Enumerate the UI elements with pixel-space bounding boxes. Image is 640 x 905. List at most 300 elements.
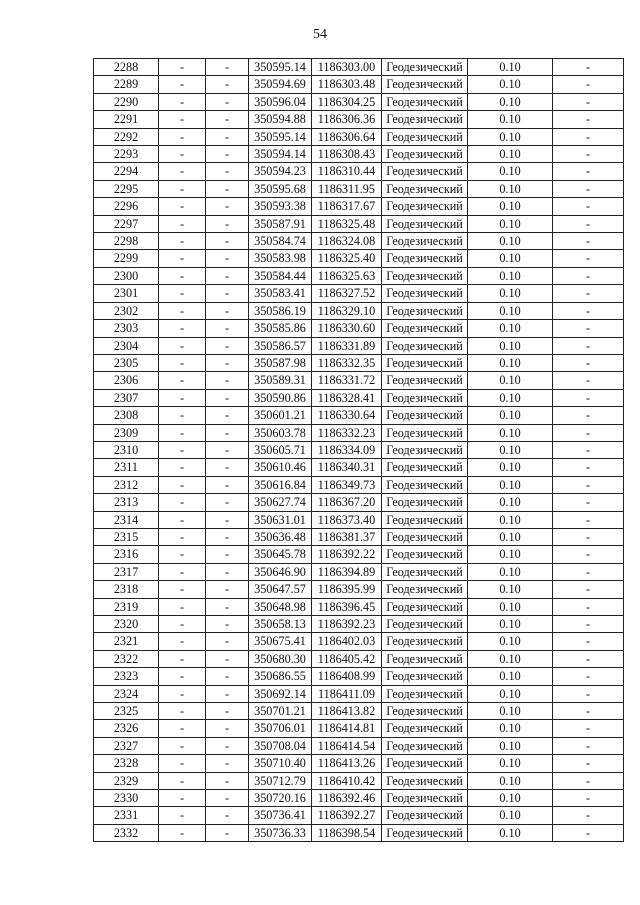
point-number-cell: 2329 xyxy=(94,772,159,789)
table-row xyxy=(94,511,624,528)
y-coordinate-cell: 1186413.82 xyxy=(312,703,382,720)
x-coordinate-cell: 350603.78 xyxy=(249,424,312,441)
dash-cell-b: - xyxy=(206,372,249,389)
table-row xyxy=(94,703,624,720)
y-coordinate-cell: 1186310.44 xyxy=(312,163,382,180)
dash-cell-a: - xyxy=(159,668,206,685)
table-row xyxy=(94,93,624,110)
accuracy-cell: 0.10 xyxy=(468,703,553,720)
method-cell: Геодезический xyxy=(382,163,468,180)
accuracy-cell: 0.10 xyxy=(468,563,553,580)
dash-cell-a: - xyxy=(159,685,206,702)
dash-cell-c: - xyxy=(553,215,624,232)
y-coordinate-cell: 1186325.63 xyxy=(312,267,382,284)
y-coordinate-cell: 1186317.67 xyxy=(312,198,382,215)
point-number-cell: 2292 xyxy=(94,128,159,145)
accuracy-cell: 0.10 xyxy=(468,146,553,163)
method-cell: Геодезический xyxy=(382,755,468,772)
x-coordinate-cell: 350583.98 xyxy=(249,250,312,267)
x-coordinate-cell: 350686.55 xyxy=(249,668,312,685)
table-row xyxy=(94,146,624,163)
x-coordinate-cell: 350589.31 xyxy=(249,372,312,389)
dash-cell-c: - xyxy=(553,772,624,789)
dash-cell-c: - xyxy=(553,476,624,493)
x-coordinate-cell: 350706.01 xyxy=(249,720,312,737)
method-cell: Геодезический xyxy=(382,354,468,371)
dash-cell-a: - xyxy=(159,790,206,807)
dash-cell-c: - xyxy=(553,250,624,267)
point-number-cell: 2322 xyxy=(94,650,159,667)
dash-cell-c: - xyxy=(553,180,624,197)
dash-cell-b: - xyxy=(206,790,249,807)
dash-cell-c: - xyxy=(553,755,624,772)
dash-cell-c: - xyxy=(553,441,624,458)
dash-cell-c: - xyxy=(553,824,624,841)
method-cell: Геодезический xyxy=(382,616,468,633)
y-coordinate-cell: 1186396.45 xyxy=(312,598,382,615)
dash-cell-b: - xyxy=(206,93,249,110)
dash-cell-a: - xyxy=(159,407,206,424)
point-number-cell: 2302 xyxy=(94,302,159,319)
accuracy-cell: 0.10 xyxy=(468,250,553,267)
table-row xyxy=(94,198,624,215)
table-row xyxy=(94,720,624,737)
y-coordinate-cell: 1186395.99 xyxy=(312,581,382,598)
dash-cell-c: - xyxy=(553,737,624,754)
dash-cell-a: - xyxy=(159,111,206,128)
x-coordinate-cell: 350601.21 xyxy=(249,407,312,424)
dash-cell-c: - xyxy=(553,146,624,163)
method-cell: Геодезический xyxy=(382,737,468,754)
y-coordinate-cell: 1186329.10 xyxy=(312,302,382,319)
y-coordinate-cell: 1186331.89 xyxy=(312,337,382,354)
coordinates-table xyxy=(93,58,624,842)
dash-cell-c: - xyxy=(553,111,624,128)
dash-cell-a: - xyxy=(159,494,206,511)
dash-cell-c: - xyxy=(553,511,624,528)
dash-cell-b: - xyxy=(206,703,249,720)
table-row xyxy=(94,424,624,441)
dash-cell-b: - xyxy=(206,407,249,424)
dash-cell-a: - xyxy=(159,59,206,76)
dash-cell-b: - xyxy=(206,720,249,737)
accuracy-cell: 0.10 xyxy=(468,494,553,511)
dash-cell-c: - xyxy=(553,285,624,302)
x-coordinate-cell: 350616.84 xyxy=(249,476,312,493)
dash-cell-a: - xyxy=(159,320,206,337)
dash-cell-c: - xyxy=(553,198,624,215)
accuracy-cell: 0.10 xyxy=(468,511,553,528)
method-cell: Геодезический xyxy=(382,441,468,458)
dash-cell-a: - xyxy=(159,250,206,267)
method-cell: Геодезический xyxy=(382,511,468,528)
dash-cell-b: - xyxy=(206,528,249,545)
table-row xyxy=(94,581,624,598)
dash-cell-c: - xyxy=(553,267,624,284)
point-number-cell: 2323 xyxy=(94,668,159,685)
x-coordinate-cell: 350692.14 xyxy=(249,685,312,702)
table-row xyxy=(94,285,624,302)
accuracy-cell: 0.10 xyxy=(468,76,553,93)
y-coordinate-cell: 1186325.40 xyxy=(312,250,382,267)
dash-cell-a: - xyxy=(159,737,206,754)
dash-cell-a: - xyxy=(159,93,206,110)
accuracy-cell: 0.10 xyxy=(468,650,553,667)
accuracy-cell: 0.10 xyxy=(468,737,553,754)
y-coordinate-cell: 1186311.95 xyxy=(312,180,382,197)
dash-cell-c: - xyxy=(553,337,624,354)
dash-cell-a: - xyxy=(159,720,206,737)
dash-cell-a: - xyxy=(159,302,206,319)
accuracy-cell: 0.10 xyxy=(468,372,553,389)
x-coordinate-cell: 350590.86 xyxy=(249,389,312,406)
dash-cell-a: - xyxy=(159,424,206,441)
point-number-cell: 2326 xyxy=(94,720,159,737)
accuracy-cell: 0.10 xyxy=(468,581,553,598)
method-cell: Геодезический xyxy=(382,494,468,511)
table-row xyxy=(94,407,624,424)
x-coordinate-cell: 350594.23 xyxy=(249,163,312,180)
accuracy-cell: 0.10 xyxy=(468,128,553,145)
table-row xyxy=(94,302,624,319)
method-cell: Геодезический xyxy=(382,598,468,615)
dash-cell-c: - xyxy=(553,424,624,441)
dash-cell-a: - xyxy=(159,337,206,354)
dash-cell-b: - xyxy=(206,650,249,667)
method-cell: Геодезический xyxy=(382,146,468,163)
dash-cell-a: - xyxy=(159,76,206,93)
y-coordinate-cell: 1186414.54 xyxy=(312,737,382,754)
point-number-cell: 2303 xyxy=(94,320,159,337)
accuracy-cell: 0.10 xyxy=(468,824,553,841)
table-row xyxy=(94,616,624,633)
dash-cell-a: - xyxy=(159,772,206,789)
table-row xyxy=(94,320,624,337)
method-cell: Геодезический xyxy=(382,581,468,598)
dash-cell-c: - xyxy=(553,459,624,476)
dash-cell-a: - xyxy=(159,616,206,633)
method-cell: Геодезический xyxy=(382,93,468,110)
method-cell: Геодезический xyxy=(382,650,468,667)
method-cell: Геодезический xyxy=(382,703,468,720)
point-number-cell: 2309 xyxy=(94,424,159,441)
dash-cell-b: - xyxy=(206,668,249,685)
method-cell: Геодезический xyxy=(382,424,468,441)
y-coordinate-cell: 1186381.37 xyxy=(312,528,382,545)
table-row xyxy=(94,737,624,754)
dash-cell-c: - xyxy=(553,93,624,110)
point-number-cell: 2332 xyxy=(94,824,159,841)
table-row xyxy=(94,824,624,841)
accuracy-cell: 0.10 xyxy=(468,267,553,284)
point-number-cell: 2288 xyxy=(94,59,159,76)
dash-cell-b: - xyxy=(206,146,249,163)
y-coordinate-cell: 1186349.73 xyxy=(312,476,382,493)
dash-cell-b: - xyxy=(206,215,249,232)
dash-cell-a: - xyxy=(159,180,206,197)
accuracy-cell: 0.10 xyxy=(468,616,553,633)
x-coordinate-cell: 350736.41 xyxy=(249,807,312,824)
dash-cell-b: - xyxy=(206,250,249,267)
dash-cell-a: - xyxy=(159,372,206,389)
x-coordinate-cell: 350636.48 xyxy=(249,528,312,545)
point-number-cell: 2304 xyxy=(94,337,159,354)
dash-cell-a: - xyxy=(159,215,206,232)
table-row xyxy=(94,389,624,406)
dash-cell-b: - xyxy=(206,180,249,197)
dash-cell-b: - xyxy=(206,494,249,511)
x-coordinate-cell: 350587.98 xyxy=(249,354,312,371)
dash-cell-a: - xyxy=(159,198,206,215)
dash-cell-b: - xyxy=(206,616,249,633)
point-number-cell: 2294 xyxy=(94,163,159,180)
point-number-cell: 2298 xyxy=(94,233,159,250)
point-number-cell: 2290 xyxy=(94,93,159,110)
x-coordinate-cell: 350720.16 xyxy=(249,790,312,807)
dash-cell-b: - xyxy=(206,320,249,337)
dash-cell-b: - xyxy=(206,441,249,458)
y-coordinate-cell: 1186392.46 xyxy=(312,790,382,807)
y-coordinate-cell: 1186325.48 xyxy=(312,215,382,232)
dash-cell-c: - xyxy=(553,76,624,93)
dash-cell-b: - xyxy=(206,633,249,650)
dash-cell-a: - xyxy=(159,598,206,615)
method-cell: Геодезический xyxy=(382,563,468,580)
x-coordinate-cell: 350736.33 xyxy=(249,824,312,841)
accuracy-cell: 0.10 xyxy=(468,772,553,789)
point-number-cell: 2306 xyxy=(94,372,159,389)
dash-cell-a: - xyxy=(159,459,206,476)
dash-cell-a: - xyxy=(159,389,206,406)
method-cell: Геодезический xyxy=(382,198,468,215)
dash-cell-c: - xyxy=(553,720,624,737)
dash-cell-a: - xyxy=(159,633,206,650)
accuracy-cell: 0.10 xyxy=(468,163,553,180)
y-coordinate-cell: 1186414.81 xyxy=(312,720,382,737)
table-row xyxy=(94,459,624,476)
x-coordinate-cell: 350631.01 xyxy=(249,511,312,528)
dash-cell-b: - xyxy=(206,424,249,441)
method-cell: Геодезический xyxy=(382,302,468,319)
table-row xyxy=(94,546,624,563)
method-cell: Геодезический xyxy=(382,528,468,545)
table-row xyxy=(94,267,624,284)
point-number-cell: 2311 xyxy=(94,459,159,476)
x-coordinate-cell: 350586.19 xyxy=(249,302,312,319)
dash-cell-c: - xyxy=(553,302,624,319)
accuracy-cell: 0.10 xyxy=(468,215,553,232)
accuracy-cell: 0.10 xyxy=(468,598,553,615)
method-cell: Геодезический xyxy=(382,233,468,250)
point-number-cell: 2317 xyxy=(94,563,159,580)
accuracy-cell: 0.10 xyxy=(468,302,553,319)
dash-cell-a: - xyxy=(159,233,206,250)
dash-cell-b: - xyxy=(206,354,249,371)
dash-cell-c: - xyxy=(553,528,624,545)
point-number-cell: 2313 xyxy=(94,494,159,511)
method-cell: Геодезический xyxy=(382,807,468,824)
point-number-cell: 2320 xyxy=(94,616,159,633)
table-row xyxy=(94,563,624,580)
y-coordinate-cell: 1186411.09 xyxy=(312,685,382,702)
dash-cell-a: - xyxy=(159,563,206,580)
y-coordinate-cell: 1186413.26 xyxy=(312,755,382,772)
method-cell: Геодезический xyxy=(382,372,468,389)
y-coordinate-cell: 1186308.43 xyxy=(312,146,382,163)
accuracy-cell: 0.10 xyxy=(468,668,553,685)
point-number-cell: 2291 xyxy=(94,111,159,128)
dash-cell-c: - xyxy=(553,163,624,180)
method-cell: Геодезический xyxy=(382,459,468,476)
dash-cell-a: - xyxy=(159,581,206,598)
dash-cell-b: - xyxy=(206,337,249,354)
table-row xyxy=(94,59,624,76)
y-coordinate-cell: 1186306.64 xyxy=(312,128,382,145)
dash-cell-c: - xyxy=(553,407,624,424)
dash-cell-b: - xyxy=(206,198,249,215)
table-row xyxy=(94,250,624,267)
y-coordinate-cell: 1186331.72 xyxy=(312,372,382,389)
dash-cell-c: - xyxy=(553,685,624,702)
method-cell: Геодезический xyxy=(382,790,468,807)
table-row xyxy=(94,163,624,180)
dash-cell-c: - xyxy=(553,233,624,250)
dash-cell-b: - xyxy=(206,76,249,93)
y-coordinate-cell: 1186332.23 xyxy=(312,424,382,441)
method-cell: Геодезический xyxy=(382,546,468,563)
point-number-cell: 2328 xyxy=(94,755,159,772)
x-coordinate-cell: 350595.68 xyxy=(249,180,312,197)
x-coordinate-cell: 350594.69 xyxy=(249,76,312,93)
dash-cell-c: - xyxy=(553,320,624,337)
dash-cell-a: - xyxy=(159,128,206,145)
table-row xyxy=(94,180,624,197)
method-cell: Геодезический xyxy=(382,772,468,789)
point-number-cell: 2325 xyxy=(94,703,159,720)
dash-cell-c: - xyxy=(553,790,624,807)
method-cell: Геодезический xyxy=(382,111,468,128)
x-coordinate-cell: 350587.91 xyxy=(249,215,312,232)
x-coordinate-cell: 350596.04 xyxy=(249,93,312,110)
dash-cell-c: - xyxy=(553,598,624,615)
method-cell: Геодезический xyxy=(382,285,468,302)
accuracy-cell: 0.10 xyxy=(468,389,553,406)
x-coordinate-cell: 350701.21 xyxy=(249,703,312,720)
accuracy-cell: 0.10 xyxy=(468,790,553,807)
dash-cell-b: - xyxy=(206,267,249,284)
dash-cell-c: - xyxy=(553,703,624,720)
x-coordinate-cell: 350595.14 xyxy=(249,59,312,76)
table-row xyxy=(94,372,624,389)
y-coordinate-cell: 1186394.89 xyxy=(312,563,382,580)
method-cell: Геодезический xyxy=(382,59,468,76)
dash-cell-b: - xyxy=(206,546,249,563)
method-cell: Геодезический xyxy=(382,824,468,841)
y-coordinate-cell: 1186398.54 xyxy=(312,824,382,841)
y-coordinate-cell: 1186410.42 xyxy=(312,772,382,789)
dash-cell-a: - xyxy=(159,163,206,180)
point-number-cell: 2330 xyxy=(94,790,159,807)
method-cell: Геодезический xyxy=(382,476,468,493)
table-row xyxy=(94,441,624,458)
point-number-cell: 2308 xyxy=(94,407,159,424)
accuracy-cell: 0.10 xyxy=(468,720,553,737)
dash-cell-c: - xyxy=(553,807,624,824)
method-cell: Геодезический xyxy=(382,320,468,337)
method-cell: Геодезический xyxy=(382,76,468,93)
method-cell: Геодезический xyxy=(382,633,468,650)
point-number-cell: 2319 xyxy=(94,598,159,615)
y-coordinate-cell: 1186367.20 xyxy=(312,494,382,511)
accuracy-cell: 0.10 xyxy=(468,633,553,650)
y-coordinate-cell: 1186324.08 xyxy=(312,233,382,250)
x-coordinate-cell: 350645.78 xyxy=(249,546,312,563)
table-row xyxy=(94,354,624,371)
point-number-cell: 2327 xyxy=(94,737,159,754)
dash-cell-a: - xyxy=(159,267,206,284)
dash-cell-b: - xyxy=(206,389,249,406)
method-cell: Геодезический xyxy=(382,720,468,737)
y-coordinate-cell: 1186405.42 xyxy=(312,650,382,667)
accuracy-cell: 0.10 xyxy=(468,755,553,772)
x-coordinate-cell: 350708.04 xyxy=(249,737,312,754)
point-number-cell: 2295 xyxy=(94,180,159,197)
dash-cell-c: - xyxy=(553,546,624,563)
point-number-cell: 2310 xyxy=(94,441,159,458)
x-coordinate-cell: 350583.41 xyxy=(249,285,312,302)
point-number-cell: 2301 xyxy=(94,285,159,302)
accuracy-cell: 0.10 xyxy=(468,198,553,215)
y-coordinate-cell: 1186306.36 xyxy=(312,111,382,128)
page-number: 54 xyxy=(313,27,327,42)
dash-cell-b: - xyxy=(206,737,249,754)
accuracy-cell: 0.10 xyxy=(468,476,553,493)
y-coordinate-cell: 1186304.25 xyxy=(312,93,382,110)
y-coordinate-cell: 1186373.40 xyxy=(312,511,382,528)
dash-cell-c: - xyxy=(553,616,624,633)
dash-cell-b: - xyxy=(206,807,249,824)
table-row xyxy=(94,772,624,789)
x-coordinate-cell: 350593.38 xyxy=(249,198,312,215)
dash-cell-c: - xyxy=(553,668,624,685)
table-row xyxy=(94,633,624,650)
x-coordinate-cell: 350710.40 xyxy=(249,755,312,772)
point-number-cell: 2318 xyxy=(94,581,159,598)
accuracy-cell: 0.10 xyxy=(468,459,553,476)
table-row xyxy=(94,476,624,493)
x-coordinate-cell: 350605.71 xyxy=(249,441,312,458)
accuracy-cell: 0.10 xyxy=(468,685,553,702)
y-coordinate-cell: 1186332.35 xyxy=(312,354,382,371)
dash-cell-b: - xyxy=(206,476,249,493)
dash-cell-b: - xyxy=(206,59,249,76)
point-number-cell: 2289 xyxy=(94,76,159,93)
y-coordinate-cell: 1186392.23 xyxy=(312,616,382,633)
y-coordinate-cell: 1186392.22 xyxy=(312,546,382,563)
method-cell: Геодезический xyxy=(382,215,468,232)
dash-cell-c: - xyxy=(553,59,624,76)
table-row xyxy=(94,790,624,807)
y-coordinate-cell: 1186327.52 xyxy=(312,285,382,302)
method-cell: Геодезический xyxy=(382,685,468,702)
method-cell: Геодезический xyxy=(382,267,468,284)
accuracy-cell: 0.10 xyxy=(468,546,553,563)
point-number-cell: 2312 xyxy=(94,476,159,493)
dash-cell-b: - xyxy=(206,285,249,302)
x-coordinate-cell: 350595.14 xyxy=(249,128,312,145)
table-row xyxy=(94,128,624,145)
accuracy-cell: 0.10 xyxy=(468,528,553,545)
